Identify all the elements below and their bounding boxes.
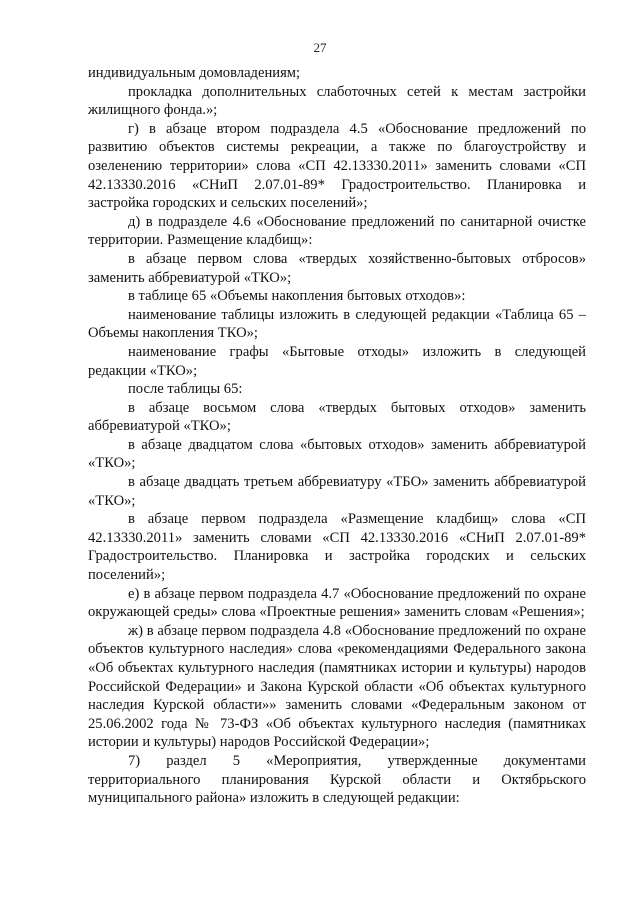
paragraph-16: 7) раздел 5 «Мероприятия, утвержденные документами территориального планирования Курской области и Октябрьского муниципального района» изложить в следующей редакции: (88, 752, 586, 807)
paragraph-13: в абзаце первом подраздела «Размещение кладбищ» слова «СП 42.13330.2011» заменить словами «СП 42.13330.2016 «СНиП 2.07.01-89* Градостроительство. Планировка и застройка городских и сельских поселений»; (88, 511, 586, 584)
paragraph-3: г) в абзаце втором подраздела 4.5 «Обоснование предложений по развитию объектов системы рекреации, а также по благоустройству и озеленению территории» слова «СП 42.13330.2011» заменить словами «СП 42.13330.2016 «СНиП 2.07.01-89* Градостроительство. Планировка и застройка городских и сельских поселений»; (88, 120, 586, 212)
paragraph-8: наименование графы «Бытовые отходы» изложить в следующей редакции «ТКО»; (88, 343, 586, 379)
paragraph-4: д) в подразделе 4.6 «Обоснование предложений по санитарной очистке территории. Размещение кладбищ»: (88, 213, 586, 249)
paragraph-10: в абзаце восьмом слова «твердых бытовых отходов» заменить аббревиатурой «ТКО»; (88, 399, 586, 435)
paragraph-11: в абзаце двадцатом слова «бытовых отходов» заменить аббревиатурой «ТКО»; (88, 436, 586, 472)
paragraph-5: в абзаце первом слова «твердых хозяйственно-бытовых отбросов» заменить аббревиатурой «ТКО»; (88, 250, 586, 286)
paragraph-7: наименование таблицы изложить в следующей редакции «Таблица 65 – Объемы накопления ТКО»; (88, 306, 586, 342)
paragraph-1: индивидуальным домовладениям; (88, 65, 301, 81)
paragraph-2: прокладка дополнительных слаботочных сетей к местам застройки жилищного фонда.»; (88, 83, 586, 119)
paragraph-9: после таблицы 65: (128, 381, 243, 398)
paragraph-6: в таблице 65 «Объемы накопления бытовых отходов»: (128, 288, 466, 305)
paragraph-14: е) в абзаце первом подраздела 4.7 «Обоснование предложений по охране окружающей среды» слова «Проектные решения» заменить словам «Решения»; (88, 585, 586, 621)
document-body (88, 64, 586, 808)
page-number: 27 (313, 40, 327, 55)
paragraph-12: в абзаце двадцать третьем аббревиатуру «ТБО» заменить аббревиатурой «ТКО»; (88, 474, 586, 509)
paragraph-15: ж) в абзаце первом подраздела 4.8 «Обоснование предложений по охране объектов культурного наследия» слова «рекомендациями Федерального закона «Об объектах культурного наследия (памятниках истории и культуры) народов Российской Федерации» и Закона Курской области «Об объектах культурного наследия Курской области»» заменить словами «Федеральным законом от 25.06.2002 года № 73-ФЗ «Об объектах культурного наследия (памятниках истории и культуры) народов Российской Федерации»; (88, 622, 586, 751)
